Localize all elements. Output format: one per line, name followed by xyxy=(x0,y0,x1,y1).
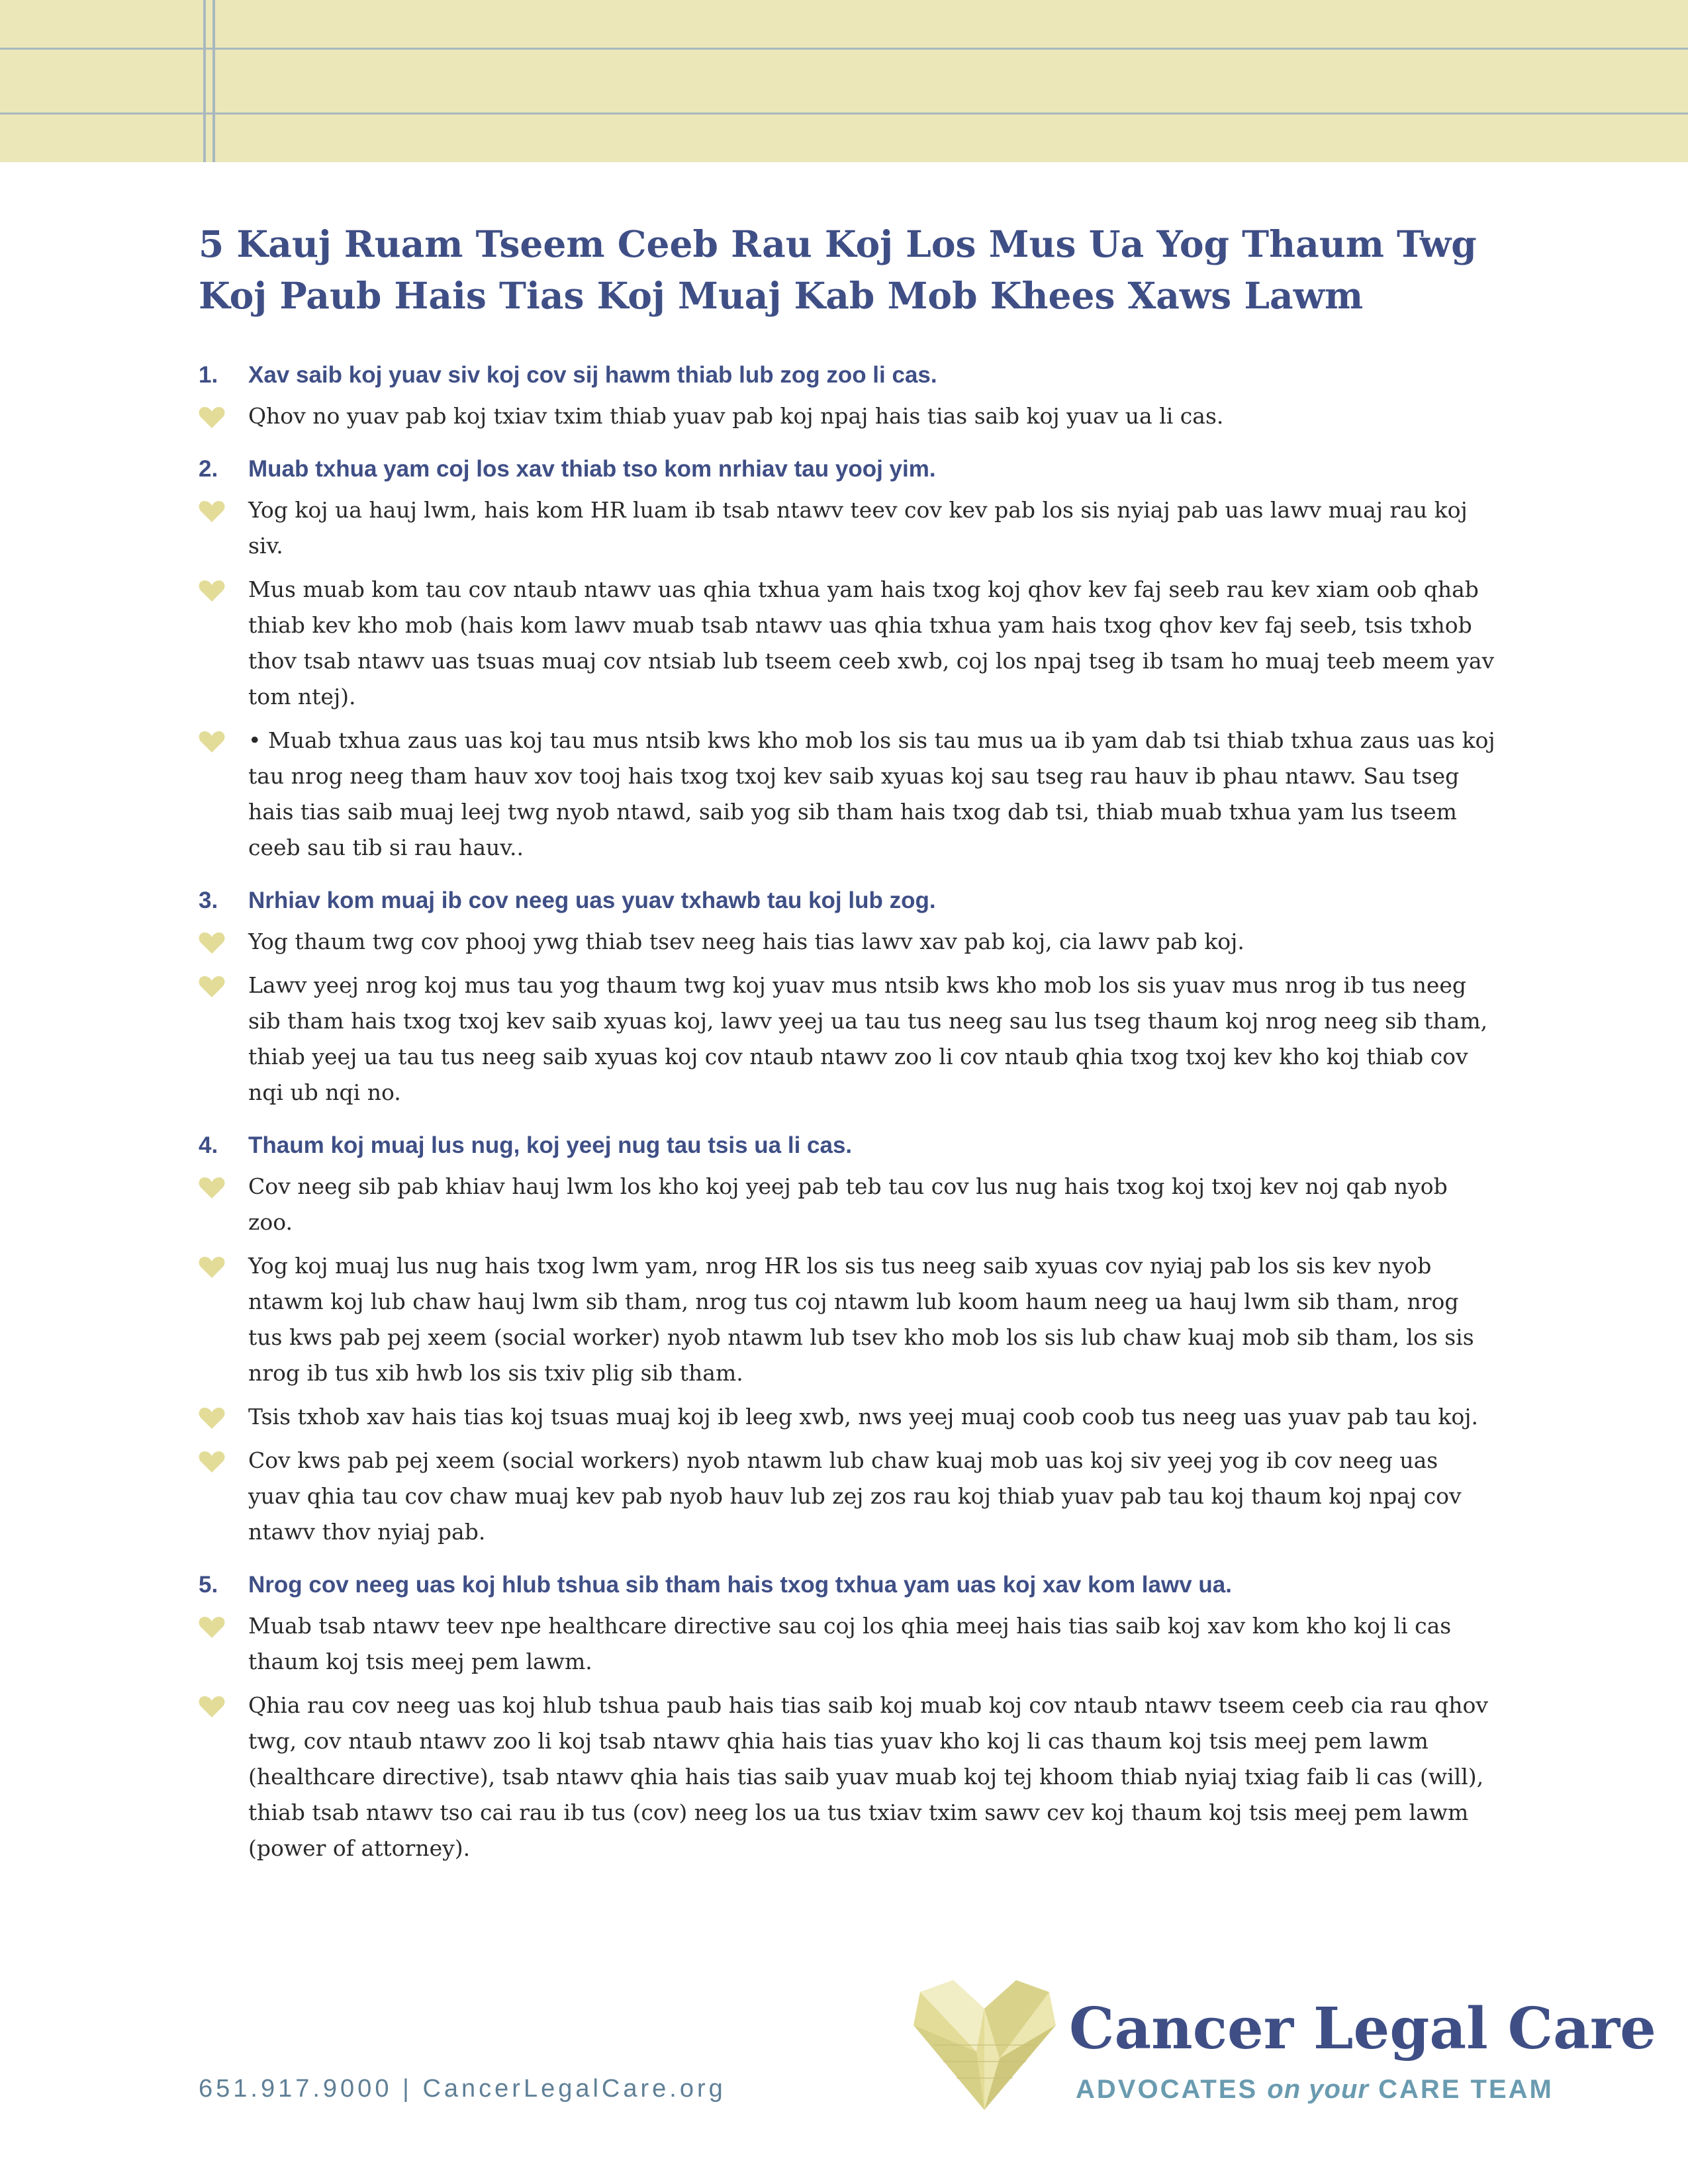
heart-bullet-icon xyxy=(199,492,248,523)
title-line-1: 5 Kauj Ruam Tseem Ceeb Rau Koj Los Mus Ua Yog Thaum Twg xyxy=(199,222,1477,265)
bullet-item xyxy=(199,1248,1496,1391)
step-heading-text: Thaum koj muaj lus nug, koj yeej nug tau tsis ua li cas. xyxy=(248,1132,853,1158)
tagline-part: CARE TEAM xyxy=(1368,2075,1554,2104)
step-heading xyxy=(199,883,1496,919)
bullet-item xyxy=(199,1169,1496,1240)
heart-bullet-icon xyxy=(199,398,248,429)
bullet-item xyxy=(199,1399,1496,1435)
step-number: 4. xyxy=(199,1132,218,1158)
tagline-part: ADVOCATES xyxy=(1076,2075,1268,2104)
step-heading-text: Muab txhua yam coj los xav thiab tso kom nrhiav tau yooj yim. xyxy=(248,456,936,482)
heart-bullet-icon xyxy=(199,924,248,954)
page-title xyxy=(199,218,1523,322)
footer-contact: 651.917.9000 | CancerLegalCare.org xyxy=(199,2075,726,2103)
bullet-item xyxy=(199,968,1496,1111)
step-section xyxy=(199,451,1496,866)
bullet-text: Tsis txhob xav hais tias koj tsuas muaj koj ib leeg xwb, nws yeej muaj coob coob tus neeg uas yuav pab tau koj. xyxy=(248,1404,1478,1430)
step-heading-text: Xav saib koj yuav siv koj cov sij hawm thiab lub zog zoo li cas. xyxy=(248,362,937,388)
bullet-text: Yog thaum twg cov phooj ywg thiab tsev neeg hais tias lawv xav pab koj, cia lawv pab koj. xyxy=(248,929,1244,954)
step-heading xyxy=(199,1128,1496,1163)
heart-bullet-icon xyxy=(199,1248,248,1279)
step-number: 5. xyxy=(199,1572,218,1598)
bullet-item xyxy=(199,1608,1496,1680)
step-number: 3. xyxy=(199,887,218,913)
bullet-item xyxy=(199,1688,1496,1866)
bullet-text: Yog koj ua hauj lwm, hais kom HR luam ib tsab ntawv teev cov kev pab los sis nyiaj pab uas lawv muaj rau koj siv. xyxy=(248,497,1468,559)
bullet-item xyxy=(199,572,1496,715)
bullet-text: Cov neeg sib pab khiav hauj lwm los kho koj yeej pab teb tau cov lus nug hais txog koj txoj kev noj qab nyob zoo. xyxy=(248,1173,1448,1235)
heart-bullet-icon xyxy=(199,968,248,998)
bullet-item xyxy=(199,1443,1496,1550)
heart-bullet-icon xyxy=(199,1169,248,1199)
bullet-text: Yog koj muaj lus nug hais txog lwm yam, nrog HR los sis tus neeg saib xyuas cov nyiaj pab los sis kev nyob ntawm koj lub chaw hauj lwm sib tham, nrog tus coj ntawm lub koom haum neeg ua hauj lwm sib tham, nrog tus kws pab pej xeem (social worker) nyob ntawm lub tsev kho mob los sis lub chaw kuaj mob sib tham, los sis nrog ib tus xib hwb los sis txiv plig sib tham. xyxy=(248,1253,1474,1386)
bullet-text: Qhov no yuav pab koj txiav txim thiab yuav pab koj npaj hais tias saib koj yuav ua li cas. xyxy=(248,403,1224,429)
bullet-text: Mus muab kom tau cov ntaub ntawv uas qhia txhua yam hais txog koj qhov kev faj seeb rau kev xiam oob qhab thiab kev kho mob (hais kom lawv muab tsab ntawv uas qhia txhua yam hais txog qhov kev faj seeb, tsis txhob thov tsab ntawv uas tsuas muaj cov ntsiab lub tseem ceeb xwb, coj los npaj tseg ib tsam ho muaj teeb meem yav tom ntej). xyxy=(248,576,1495,709)
heart-bullet-icon xyxy=(199,1608,248,1639)
heart-bullet-icon xyxy=(199,1688,248,1718)
step-heading-text: Nrog cov neeg uas koj hlub tshua sib tham hais txog txhua yam uas koj xav kom lawv ua. xyxy=(248,1572,1232,1598)
bullet-text: Qhia rau cov neeg uas koj hlub tshua paub hais tias saib koj muab koj cov ntaub ntawv tseem ceeb cia rau qhov twg, cov ntaub ntawv zoo li koj tsab ntawv qhia hais tias yuav kho koj li cas thaum koj tsis meej pem lawm (healthcare directive), tsab ntawv qhia hais tias saib yuav muab koj tej khoom thiab nyiaj txiag faib li cas (will), thiab tsab ntawv tso cai rau ib tus (cov) neeg los ua tus txiav txim sawv cev koj thaum koj tsis meej pem lawm (power of attorney). xyxy=(248,1692,1488,1861)
step-heading-text: Nrhiav kom muaj ib cov neeg uas yuav txhawb tau koj lub zog. xyxy=(248,887,936,913)
title-line-2: Koj Paub Hais Tias Koj Muaj Kab Mob Khees Xaws Lawm xyxy=(199,274,1364,317)
pad-rule-line xyxy=(0,113,1688,114)
pad-rule-line xyxy=(0,48,1688,50)
heart-bullet-icon xyxy=(199,1443,248,1473)
heart-bullet-icon xyxy=(199,1399,248,1430)
heart-bullet-icon xyxy=(199,572,248,602)
legal-pad-header xyxy=(0,0,1688,162)
step-section xyxy=(199,357,1496,434)
bullet-text: • Muab txhua zaus uas koj tau mus ntsib kws kho mob los sis tau mus ua ib yam dab tsi thiab txhua zaus uas koj tau nrog neeg tham hauv xov tooj hais txog txoj kev saib xyuas koj sau tseg rau hauv ib phau ntawv. Sau tseg hais tias saib muaj leej twg nyob ntawd, saib yog sib tham hais txog dab tsi, thiab muab txhua yam lus tseem ceeb sau tib si rau hauv.. xyxy=(248,727,1495,860)
bullet-text: Lawv yeej nrog koj mus tau yog thaum twg koj yuav mus ntsib kws kho mob los sis yuav mus nrog ib tus neeg sib tham hais txog txoj kev saib xyuas koj, lawv yeej ua tau tus neeg sau lus tseg thaum koj nrog neeg sib tham, thiab yeej ua tau tus neeg saib xyuas koj cov ntaub ntawv zoo li cov ntaub qhia txog txoj kev kho koj thiab cov nqi ub nqi no. xyxy=(248,972,1488,1105)
bullet-text: Muab tsab ntawv teev npe healthcare directive sau coj los qhia meej hais tias saib koj xav kom kho koj li cas thaum koj tsis meej pem lawm. xyxy=(248,1613,1452,1674)
heart-logo-icon xyxy=(914,1979,1056,2111)
step-heading xyxy=(199,357,1496,393)
steps-list xyxy=(199,357,1496,1884)
heart-bullet-icon xyxy=(199,723,248,753)
pad-margin-line xyxy=(203,0,206,162)
logo-tagline xyxy=(1076,2075,1554,2105)
step-heading xyxy=(199,451,1496,487)
logo-wordmark: Cancer Legal Care xyxy=(1069,1995,1656,2062)
step-section xyxy=(199,1567,1496,1866)
tagline-part: on your xyxy=(1267,2075,1369,2104)
bullet-item xyxy=(199,398,1496,434)
pad-margin-line xyxy=(212,0,215,162)
step-section xyxy=(199,883,1496,1111)
step-section xyxy=(199,1128,1496,1550)
step-heading xyxy=(199,1567,1496,1603)
bullet-item xyxy=(199,492,1496,564)
step-number: 2. xyxy=(199,456,218,482)
bullet-item xyxy=(199,924,1496,960)
bullet-item xyxy=(199,723,1496,866)
step-number: 1. xyxy=(199,362,218,388)
bullet-text: Cov kws pab pej xeem (social workers) nyob ntawm lub chaw kuaj mob uas koj siv yeej yog ib cov neeg uas yuav qhia tau cov chaw muaj kev pab nyob hauv lub zej zos rau koj thiab yuav pab tau koj thaum koj npaj cov ntawv thov nyiaj pab. xyxy=(248,1447,1462,1545)
